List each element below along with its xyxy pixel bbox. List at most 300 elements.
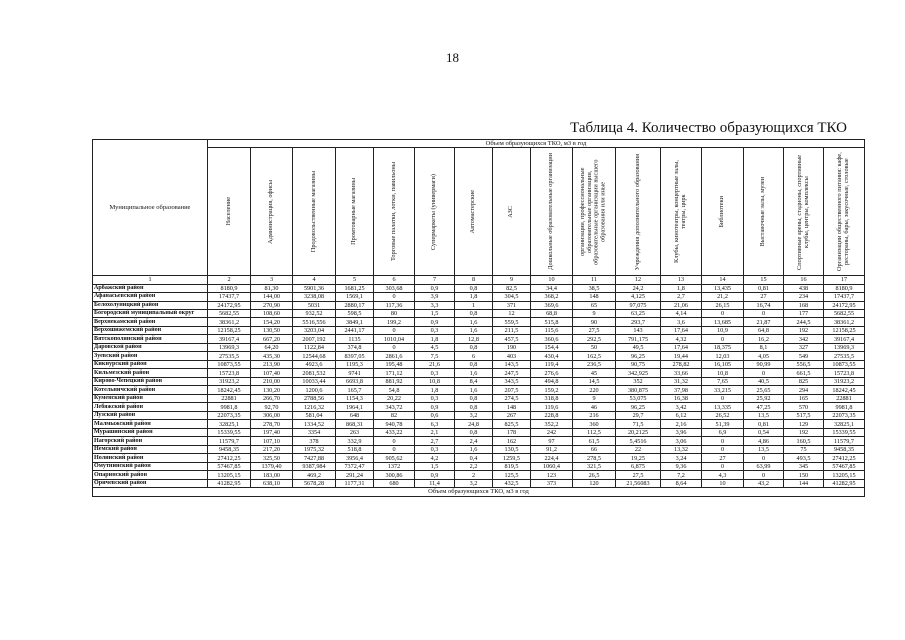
table-cell: 5678,28 [293,479,336,488]
table-cell: 1975,32 [293,445,336,454]
table-cell: 5682,55 [824,310,865,318]
table-cell: 493,5 [784,454,824,463]
table-cell: 6,9 [702,428,744,437]
table-cell: 63,25 [616,310,661,318]
table-body [93,284,865,488]
column-header-13 [661,148,702,276]
table-cell: 18242,45 [824,386,865,395]
table-cell: 518,8 [336,445,374,454]
table-cell: 234 [784,293,824,302]
table-cell: 5682,55 [208,310,251,318]
table-cell: 303,68 [374,284,415,293]
table-cell: 228,8 [531,411,573,420]
table-cell: 7427,88 [293,454,336,463]
table-cell: 1,8 [415,335,455,344]
column-header-14 [702,148,744,276]
table-cell: 9 [573,394,616,403]
table-cell: 119,6 [531,403,573,412]
table-cell: 27412,25 [208,454,251,463]
table-cell: 378 [293,437,336,446]
table-cell: 559,5 [493,318,531,327]
table-cell: 12544,68 [293,352,336,361]
column-header-12 [616,148,661,276]
table-cell: 90,75 [616,360,661,369]
table-cell: 41282,95 [824,479,865,488]
table-cell: 213,90 [251,360,293,369]
table-cell: 0 [744,454,784,463]
table-cell: 13969,3 [824,343,865,352]
table-cell: 0,8 [455,360,493,369]
table-cell: 332,9 [336,437,374,446]
table-cell: 494,8 [531,377,573,386]
table-cell: 318,8 [531,394,573,403]
table-cell: 57467,85 [208,462,251,471]
table-cell: 3238,08 [293,293,336,302]
table-cell: 15339,55 [824,428,865,437]
table-cell: 3,6 [661,318,702,327]
table-cell: 26,52 [702,411,744,420]
table-cell: 2 [455,471,493,480]
table-cell: 38,5 [573,284,616,293]
table-cell: 373 [531,479,573,488]
column-number: 5 [336,276,374,285]
table-cell: 267 [493,411,531,420]
table-cell: 9458,35 [208,445,251,454]
table-cell: 10,8 [415,377,455,386]
table-cell: 92,70 [251,403,293,412]
table-cell: 27412,25 [824,454,865,463]
table-row [93,369,865,378]
table-cell: 24172,95 [824,301,865,310]
table-cell: 8180,9 [208,284,251,293]
column-header-label: Промтоварные магазины [350,178,358,246]
column-header-label: Супермаркеты (универмаги) [430,173,438,250]
table-cell: 49,5 [616,343,661,352]
table-cell: 162,5 [573,352,616,361]
table-cell: 342 [784,335,824,344]
table-cell: 6,3 [415,420,455,429]
table-cell: 171,12 [374,369,415,378]
table-cell: 403 [493,352,531,361]
table-cell: 1372 [374,462,415,471]
table-cell: 12158,25 [824,326,865,335]
municipality-name: Верхнекамский район [93,318,208,327]
table-cell: 0,54 [744,428,784,437]
table-cell: 39167,4 [824,335,865,344]
table-cell: 21,06 [661,301,702,310]
table-cell: 108,60 [251,310,293,318]
table-cell: 13,335 [702,403,744,412]
table-cell: 556,5 [784,360,824,369]
table-cell: 1060,4 [531,462,573,471]
table-cell: 22 [616,445,661,454]
table-cell: 881,92 [374,377,415,386]
table-cell: 130,50 [251,326,293,335]
column-header-label: Торговые палатки, лотки, павильоны [389,162,397,262]
table-cell: 31,32 [661,377,702,386]
table-cell: 22881 [824,394,865,403]
municipality-name: Афанасьевский район [93,293,208,302]
table-cell: 374,8 [336,343,374,352]
table-cell: 13205,15 [208,471,251,480]
table-cell: 8180,9 [824,284,865,293]
table-cell: 22073,35 [208,411,251,420]
table-cell: 3,9 [415,293,455,302]
table-cell: 2,7 [415,437,455,446]
table-cell: 125,5 [493,471,531,480]
table-cell: 107,40 [251,369,293,378]
table-cell: 304,5 [493,293,531,302]
table-cell: 90 [573,318,616,327]
table-cell: 13,32 [661,445,702,454]
table-cell: 352 [616,377,661,386]
table-cell: 1569,1 [336,293,374,302]
column-number: 3 [251,276,293,285]
table-cell: 0,9 [415,318,455,327]
table-cell: 13969,3 [208,343,251,352]
table-cell: 33,66 [661,369,702,378]
table-cell: 7372,47 [336,462,374,471]
table-cell: 0 [702,394,744,403]
table-cell: 4,125 [616,293,661,302]
table-cell: 10873,55 [824,360,865,369]
table-cell: 2861,6 [374,352,415,361]
table-cell: 667,20 [251,335,293,344]
municipality-name: Котельничский район [93,386,208,395]
table-cell: 38361,2 [824,318,865,327]
table-cell: 220 [573,386,616,395]
table-cell: 274,5 [493,394,531,403]
table-cell: 17437,7 [208,293,251,302]
table-cell: 12158,25 [208,326,251,335]
table-cell: 16,105 [702,360,744,369]
municipality-name: Немский район [93,445,208,454]
table-cell: 29,7 [616,411,661,420]
table-cell: 263 [336,428,374,437]
table-cell: 9458,35 [824,445,865,454]
table-cell: 0 [744,310,784,318]
table-cell: 0 [374,343,415,352]
table-cell: 8,4 [455,377,493,386]
table-cell: 517,5 [784,411,824,420]
table-cell: 371 [493,301,531,310]
column-number: 15 [744,276,784,285]
column-header-9 [493,148,531,276]
table-cell: 20,22 [374,394,415,403]
table-cell: 291,24 [336,471,374,480]
table-cell: 0 [702,335,744,344]
table-cell: 27 [744,293,784,302]
table-cell: 4,32 [661,335,702,344]
table-cell: 3,06 [661,437,702,446]
table-row [93,377,865,386]
table-cell: 0 [744,369,784,378]
table-cell: 27,5 [573,326,616,335]
table-cell: 197,40 [251,428,293,437]
table-cell: 112,5 [573,428,616,437]
table-row [93,411,865,420]
table-cell: 19,25 [616,454,661,463]
table-cell: 20,2125 [616,428,661,437]
table-cell: 27 [702,454,744,463]
table-cell: 2788,56 [293,394,336,403]
table-row [93,326,865,335]
table-cell: 3956,4 [336,454,374,463]
column-number: 9 [493,276,531,285]
table-row [93,394,865,403]
table-cell: 0 [702,310,744,318]
table-cell: 825 [784,377,824,386]
table-cell: 368,2 [531,293,573,302]
table-row [93,318,865,327]
table-cell: 905,62 [374,454,415,463]
table-cell: 144,00 [251,293,293,302]
table-cell: 0,8 [455,403,493,412]
group-header: Объем образующихся ТКО, м3 в год [208,140,865,148]
table-row [93,352,865,361]
table-row [93,386,865,395]
table-cell: 123 [531,471,573,480]
table-cell: 9981,8 [824,403,865,412]
table-cell: 648 [336,411,374,420]
table-row [93,360,865,369]
column-header-label: Администрация, офисы [267,179,275,244]
municipality-name: Верхошижемский район [93,326,208,335]
table-cell: 38361,2 [208,318,251,327]
table-cell: 457,5 [493,335,531,344]
table-cell: 32825,1 [208,420,251,429]
table-cell: 9741 [336,369,374,378]
table-cell: 1,5 [415,462,455,471]
table-cell: 1,5 [415,310,455,318]
table-cell: 165 [784,394,824,403]
table-cell: 14,5 [573,377,616,386]
table-cell: 9,36 [661,462,702,471]
table-cell: 33,215 [702,386,744,395]
table-row [93,284,865,293]
table-cell: 154,20 [251,318,293,327]
municipality-name: Малмыжский район [93,420,208,429]
column-number: 6 [374,276,415,285]
table-cell: 342,925 [616,369,661,378]
table-cell: 130,20 [251,386,293,395]
table-cell: 1122,84 [293,343,336,352]
table-cell: 360 [573,420,616,429]
table-cell: 791,175 [616,335,661,344]
table-cell: 435,30 [251,352,293,361]
table-cell: 210,00 [251,377,293,386]
column-header-17 [824,148,865,276]
table-cell: 16,2 [744,335,784,344]
column-number-row [93,276,865,285]
table-cell: 4,14 [661,310,702,318]
table-cell: 570 [784,403,824,412]
table-cell: 10 [702,479,744,488]
municipality-name: Нагорский район [93,437,208,446]
municipality-name: Богородский муниципальный округ [93,310,208,318]
table-cell: 19,44 [661,352,702,361]
table-cell: 294 [784,386,824,395]
column-number: 7 [415,276,455,285]
table-cell: 177 [784,310,824,318]
table-cell: 130,5 [493,445,531,454]
table-cell: 22881 [208,394,251,403]
table-cell: 9387,984 [293,462,336,471]
table-cell: 8,64 [661,479,702,488]
column-header-15 [744,148,784,276]
table-cell: 3,2 [455,479,493,488]
table-cell: 17437,7 [824,293,865,302]
table-cell: 0,6 [415,411,455,420]
table-cell: 4,05 [744,352,784,361]
table-cell: 2880,17 [336,301,374,310]
table-cell: 1,6 [455,445,493,454]
table-cell: 244,5 [784,318,824,327]
table-cell: 0,8 [455,284,493,293]
table-cell: 5901,36 [293,284,336,293]
table-cell: 63,99 [744,462,784,471]
table-cell: 0 [374,437,415,446]
table-cell: 2441,17 [336,326,374,335]
table-cell: 61,5 [573,437,616,446]
column-header-3 [251,148,293,276]
table-cell: 430,4 [531,352,573,361]
table-cell: 1,6 [455,369,493,378]
column-number: 10 [531,276,573,285]
table-cell: 168 [784,301,824,310]
table-cell: 1,6 [455,318,493,327]
table-cell: 0 [374,293,415,302]
column-header-label: Библиотеки [718,195,726,228]
table-cell: 71,5 [616,420,661,429]
table-row [93,471,865,480]
table-row [93,462,865,471]
table-cell: 638,10 [251,479,293,488]
municipality-name: Вятскополянский район [93,335,208,344]
table-cell: 1,6 [455,326,493,335]
column-header-6 [374,148,415,276]
table-cell: 1259,5 [493,454,531,463]
table-cell: 41282,95 [208,479,251,488]
table-cell: 327 [784,343,824,352]
table-cell: 343,72 [374,403,415,412]
table-cell: 1,8 [455,293,493,302]
column-header-label: организации, профессиональные образовательные организации, образовательные организации высшего образования или иные [579,158,607,265]
column-number: 11 [573,276,616,285]
table-cell: 107,10 [251,437,293,446]
municipality-name: Зуевский район [93,352,208,361]
table-cell: 4,2 [415,454,455,463]
table-cell: 0,8 [455,343,493,352]
table-cell: 369,6 [531,301,573,310]
table-cell: 0 [744,471,784,480]
table-cell: 10873,55 [208,360,251,369]
column-header-5 [336,148,374,276]
table-cell: 8,1 [744,343,784,352]
table-cell: 16,38 [661,394,702,403]
municipality-name: Лебяжский район [93,403,208,412]
table-cell: 54,8 [374,386,415,395]
table-cell: 37,98 [661,386,702,395]
table-cell: 11579,7 [824,437,865,446]
table-cell: 96,25 [616,403,661,412]
table-cell: 13,685 [702,318,744,327]
table-cell: 21,56083 [616,479,661,488]
table-cell: 53,075 [616,394,661,403]
table-row [93,479,865,488]
column-header-label: Продовольственные магазины [309,171,317,253]
footer-header: Объем образующихся ТКО, м3 в год [93,488,865,496]
table-cell: 1964,1 [336,403,374,412]
table-cell: 598,5 [336,310,374,318]
table-cell: 31923,2 [208,377,251,386]
table-cell: 21,2 [702,293,744,302]
table-cell: 0,81 [744,420,784,429]
table-cell: 143 [616,326,661,335]
table-row [93,454,865,463]
table-cell: 148 [573,293,616,302]
table-cell: 165,7 [336,386,374,395]
table-title: Таблица 4. Количество образующихся ТКО [570,120,847,136]
table-cell: 278,70 [251,420,293,429]
table-cell: 143,5 [493,360,531,369]
table-cell: 3,24 [661,454,702,463]
table-cell: 57467,85 [824,462,865,471]
table-cell: 50 [573,343,616,352]
table-cell: 1154,3 [336,394,374,403]
municipality-name: Мурашинский район [93,428,208,437]
column-number: 1 [93,276,208,285]
table-cell: 9 [573,310,616,318]
table-cell: 154,4 [531,343,573,352]
table-cell: 0,9 [415,471,455,480]
table-cell: 120 [573,479,616,488]
table-row [93,445,865,454]
table-cell: 150 [784,471,824,480]
table-row [93,301,865,310]
table-cell: 680 [374,479,415,488]
table-cell: 64,8 [744,326,784,335]
table-cell: 45 [573,369,616,378]
column-header-11 [573,148,616,276]
column-header-label: Дошкольные образовательные организации [547,153,555,271]
table-cell: 3354 [293,428,336,437]
table-cell: 6693,8 [336,377,374,386]
column-header-4 [293,148,336,276]
table-cell: 47,25 [744,403,784,412]
table-cell: 115,6 [531,326,573,335]
column-header-7 [415,148,455,276]
table-cell: 293,7 [616,318,661,327]
table-cell: 868,31 [336,420,374,429]
table-cell: 360,6 [531,335,573,344]
table-cell: 278,82 [661,360,702,369]
municipality-name: Белохолуницкий район [93,301,208,310]
table-cell: 0,81 [744,284,784,293]
table-cell: 144 [784,479,824,488]
table-cell: 0,3 [415,445,455,454]
table-cell: 1200,6 [293,386,336,395]
municipality-name: Арбажский район [93,284,208,293]
table-cell: 21,87 [744,318,784,327]
table-cell: 97,075 [616,301,661,310]
table-cell: 12,03 [702,352,744,361]
table-cell: 2007,192 [293,335,336,344]
municipality-name: Куменский район [93,394,208,403]
column-number: 4 [293,276,336,285]
municipality-name: Кильмезский район [93,369,208,378]
table-cell: 7,65 [702,377,744,386]
